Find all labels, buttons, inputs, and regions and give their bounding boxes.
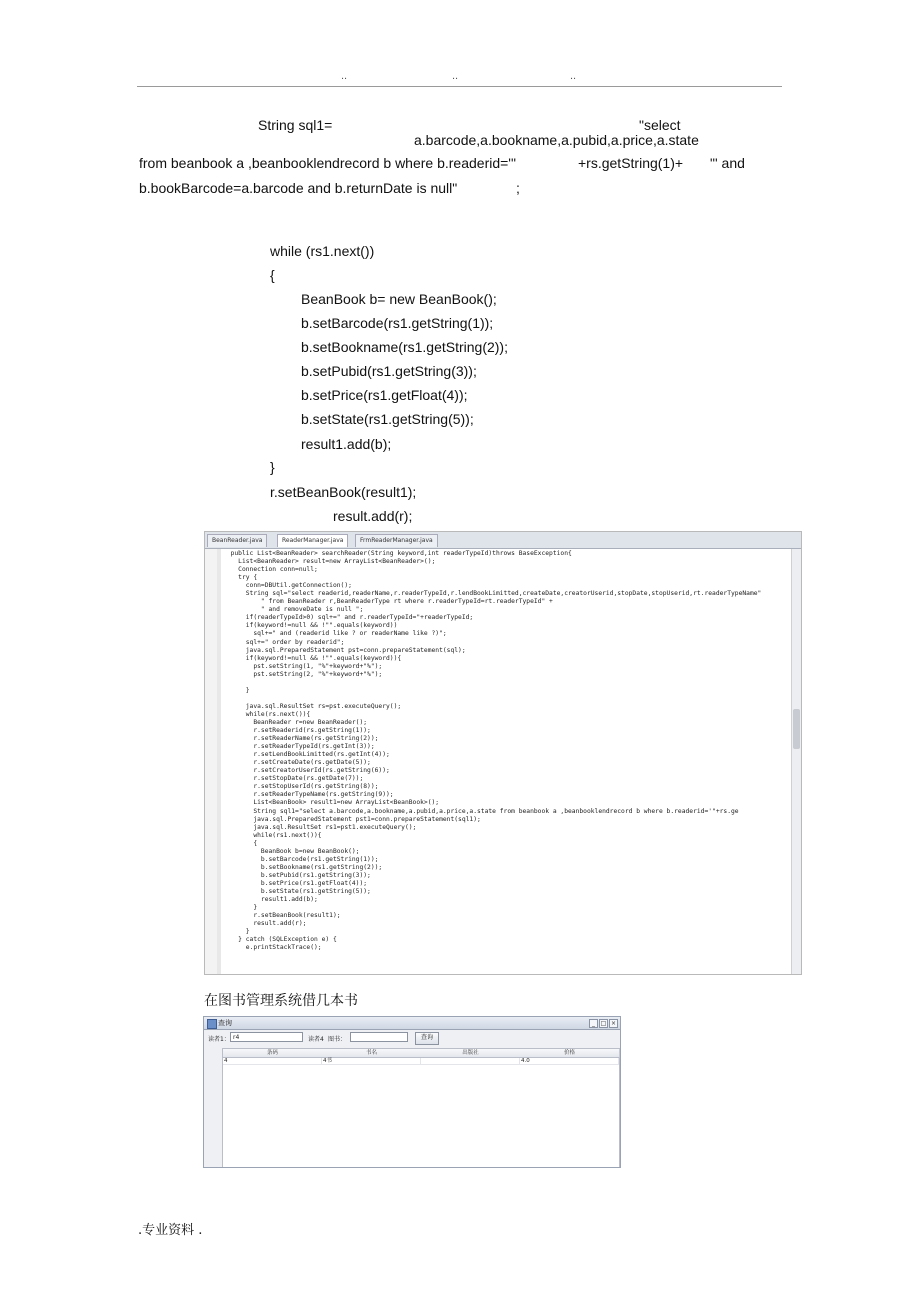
window-title: 查询: [218, 1019, 232, 1027]
caption: 在图书管理系统借几本书: [204, 993, 358, 1009]
ide-code-line: java.sql.PreparedStatement pst1=conn.prepareStatement(sql1);: [223, 815, 481, 823]
code-line: b.setState(rs1.getString(5));: [301, 411, 474, 427]
ide-code-line: b.setPubid(rs1.getString(3));: [223, 871, 371, 879]
ide-code-line: r.setCreateDate(rs.getDate(5));: [223, 759, 371, 767]
ide-code-line: r.setReaderTypeName(rs.getString(9));: [223, 791, 394, 799]
ide-code-line: }: [223, 904, 258, 912]
ide-code-line: r.setCreatorUserId(rs.getString(6));: [223, 767, 390, 775]
header-dots-3: ..: [570, 70, 577, 82]
code-line: b.setBarcode(rs1.getString(1));: [301, 315, 494, 331]
ide-code-line: List<BeanReader> result=new ArrayList<BeanReader>();: [223, 558, 436, 566]
sql-line3-a: from beanbook a ,beanbooklendrecord b where b.readerid='": [139, 155, 516, 171]
maximize-icon[interactable]: □: [600, 1020, 607, 1027]
ide-code-line: pst.setString(1, "%"+keyword+"%");: [223, 662, 383, 670]
code-line: b.setPubid(rs1.getString(3));: [301, 363, 477, 379]
ide-code-line: try {: [223, 574, 258, 582]
ide-code-line: result.add(r);: [223, 920, 307, 928]
ide-code-line: java.sql.PreparedStatement pst=conn.prepareStatement(sql);: [223, 646, 466, 654]
ide-code-line: r.setStopDate(rs.getDate(7));: [223, 775, 364, 783]
sql-line1-a: String sql1=: [258, 117, 333, 133]
ide-tab-readermanager[interactable]: ReaderManager.java: [277, 534, 348, 547]
col-header-price[interactable]: 价格: [520, 1049, 620, 1058]
ide-code-line: if(readerTypeId>0) sql+=" and r.readerTypeId="+readerTypeId;: [223, 614, 474, 622]
table-cell[interactable]: 4.0: [520, 1058, 619, 1065]
ide-code-line: b.setState(rs1.getString(5));: [223, 887, 371, 895]
sql-line2: a.barcode,a.bookname,a.pubid,a.price,a.state: [414, 132, 699, 148]
code-line: BeanBook b= new BeanBook();: [301, 291, 497, 307]
ide-code-area[interactable]: [223, 550, 761, 952]
ide-tab-beanreader[interactable]: BeanReader.java: [207, 534, 267, 547]
ide-code-line: r.setReaderName(rs.getString(2));: [223, 735, 379, 743]
col-header-bookname[interactable]: 书名: [322, 1049, 422, 1058]
ide-code-line: while(rs.next()){: [223, 710, 311, 718]
sql-line4-b: ;: [516, 180, 520, 196]
ide-code-line: r.setBeanBook(result1);: [223, 912, 341, 920]
sql-line4-a: b.bookBarcode=a.barcode and b.returnDate is null": [139, 180, 458, 196]
ide-code-line: BeanBook b=new BeanBook();: [223, 847, 360, 855]
code-line: r.setBeanBook(result1);: [270, 484, 417, 500]
ide-scrollbar[interactable]: [791, 549, 801, 974]
ide-code-line: r.setReaderTypeId(rs.getInt(3));: [223, 743, 375, 751]
col-header-publisher[interactable]: 出版社: [421, 1049, 521, 1058]
ide-code-line: b.setPrice(rs1.getFloat(4));: [223, 879, 368, 887]
ide-code-line: result1.add(b);: [223, 896, 318, 904]
ide-code-line: if(keyword!=null && !"".equals(keyword)): [223, 622, 398, 630]
reader-input[interactable]: r4: [230, 1032, 303, 1042]
ide-tab-frmreadermanager[interactable]: FrmReaderManager.java: [355, 534, 438, 547]
sql-line1-b: "select: [639, 117, 681, 133]
close-icon[interactable]: ×: [610, 1020, 617, 1027]
ide-code-line: " from BeanReader r,BeanReaderType rt where r.readerTypeId=rt.readerTypeId" +: [223, 598, 553, 606]
ide-code-line: sql+=" order by readerid";: [223, 638, 345, 646]
ide-code-line: b.setBarcode(rs1.getString(1));: [223, 855, 379, 863]
header-rule: [137, 86, 782, 87]
minimize-icon[interactable]: _: [589, 1019, 598, 1028]
book-input[interactable]: [350, 1032, 408, 1042]
code-line: result1.add(b);: [301, 436, 392, 452]
ide-code-line: } catch (SQLException e) {: [223, 936, 337, 944]
ide-fold-gutter: [217, 549, 221, 974]
ide-code-line: java.sql.ResultSet rs1=pst1.executeQuery();: [223, 823, 417, 831]
code-line: while (rs1.next()): [270, 243, 375, 259]
result-table: [222, 1048, 620, 1168]
ide-scroll-thumb[interactable]: [793, 709, 800, 749]
ide-code-line: String sql1="select a.barcode,a.bookname,a.pubid,a.price,a.state from beanbook a ,beanbooklendrecord b where b.readerid='"+rs.ge: [223, 807, 739, 815]
code-line: result.add(r);: [333, 508, 413, 524]
ide-code-line: BeanReader r=new BeanReader();: [223, 718, 368, 726]
ide-code-line: r.setStopUserId(rs.getString(8));: [223, 783, 379, 791]
ide-code-line: }: [223, 686, 250, 694]
code-line: }: [270, 459, 275, 475]
ide-code-line: [223, 679, 761, 687]
reader-label: 读者1：: [208, 1036, 230, 1043]
sql-line3-b: +rs.getString(1)+: [578, 155, 684, 171]
ide-code-line: }: [223, 928, 250, 936]
query-window: [203, 1016, 621, 1168]
ide-code-line: public List<BeanReader> searchReader(String keyword,int readerTypeId)throws BaseException{: [223, 550, 572, 557]
ide-code-line: while(rs1.next()){: [223, 831, 322, 839]
query-button[interactable]: 查询: [415, 1032, 439, 1045]
ide-code-line: " and removeDate is null ";: [223, 606, 364, 614]
code-line: b.setPrice(rs1.getFloat(4));: [301, 387, 468, 403]
ide-tab-bar: [205, 532, 801, 549]
header-dots-1: ..: [341, 70, 348, 82]
ide-code-line: b.setBookname(rs1.getString(2));: [223, 863, 383, 871]
ide-code-line: Connection conn=null;: [223, 566, 318, 574]
ide-code-line: String sql="select readerid,readerName,r.readerTypeId,r.lendBookLimitted,createDate,creatorUserid,stopDate,stopUserid,rt.readerTypeName": [223, 590, 762, 598]
window-titlebar: [204, 1017, 620, 1030]
ide-code-line: conn=DBUtil.getConnection();: [223, 582, 352, 590]
ide-code-line: [223, 695, 761, 703]
ide-code-line: if(keyword!=null && !"".equals(keyword)){: [223, 654, 402, 662]
col-header-barcode[interactable]: 条码: [223, 1049, 323, 1058]
ide-code-line: e.printStackTrace();: [223, 944, 322, 952]
ide-code-line: sql+=" and (readerid like ? or readerName like ?)";: [223, 630, 447, 638]
ide-code-line: java.sql.ResultSet rs=pst.executeQuery();: [223, 702, 402, 710]
reader-name-label: 读者4: [308, 1036, 324, 1043]
table-cell[interactable]: 4书: [322, 1058, 421, 1065]
footer-note: .专业资料 .: [138, 1223, 203, 1238]
ide-screenshot: [204, 531, 802, 975]
ide-code-line: r.setReaderid(rs.getString(1));: [223, 727, 371, 735]
search-row: [204, 1030, 620, 1046]
table-cell[interactable]: 4: [223, 1058, 322, 1065]
code-line: {: [270, 267, 275, 283]
app-icon: [207, 1019, 217, 1029]
header-dots-2: ..: [452, 70, 459, 82]
table-cell[interactable]: [421, 1058, 520, 1065]
code-line: b.setBookname(rs1.getString(2));: [301, 339, 508, 355]
ide-code-line: List<BeanBook> result1=new ArrayList<BeanBook>();: [223, 799, 440, 807]
sql-line3-c: "' and: [710, 155, 745, 171]
ide-code-line: r.setLendBookLimitted(rs.getInt(4));: [223, 751, 390, 759]
book-label: 图书：: [328, 1036, 347, 1043]
ide-code-line: {: [223, 839, 258, 847]
ide-code-line: pst.setString(2, "%"+keyword+"%");: [223, 670, 383, 678]
